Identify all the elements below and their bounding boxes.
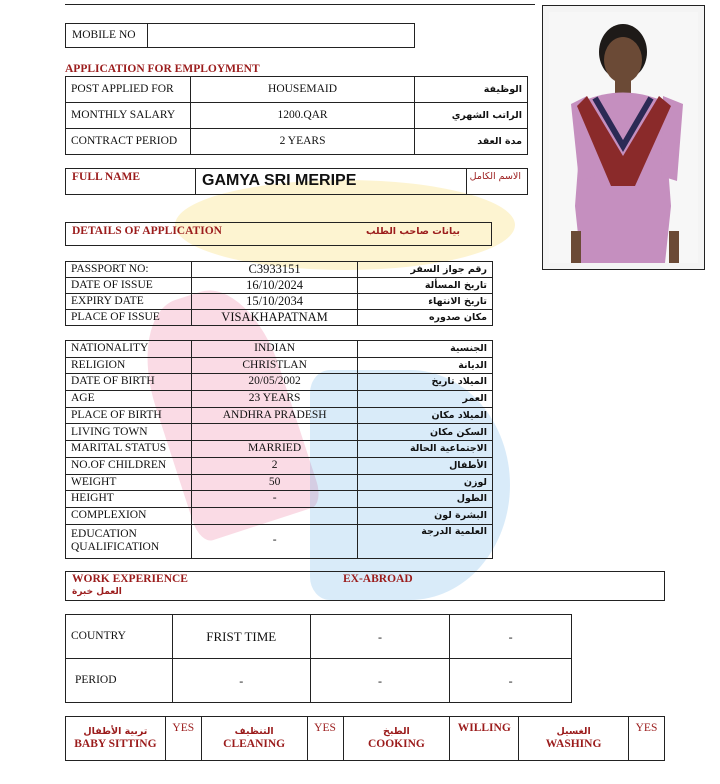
- full-name-divider-1: [195, 169, 196, 194]
- passport-ar-label: رقم جواز السفر: [358, 262, 493, 278]
- skill-cooking: [343, 717, 450, 761]
- full-name-divider-2: [466, 169, 467, 194]
- full-name-ar: الاسم الكامل: [469, 171, 521, 182]
- passport-ar-label: مكان صدوره: [358, 310, 493, 326]
- period-cell: -: [172, 659, 310, 703]
- country-cell: -: [310, 615, 450, 659]
- mobile-box: [65, 23, 415, 48]
- personal-value: 50: [191, 474, 358, 491]
- work-experience-box: [65, 571, 665, 601]
- passport-table: [65, 261, 493, 326]
- country-label: COUNTRY: [66, 615, 173, 659]
- personal-row: [66, 441, 493, 458]
- personal-row: [66, 374, 493, 391]
- personal-ar-label: الديانة: [358, 357, 493, 374]
- top-rule: [65, 4, 535, 5]
- employment-ar-label: الوظيفة: [415, 77, 528, 103]
- personal-ar-label: لوزن: [358, 474, 493, 491]
- employment-row: [66, 77, 528, 103]
- personal-row: [66, 424, 493, 441]
- employment-value: 1200.QAR: [190, 103, 414, 129]
- experience-table: [65, 614, 572, 703]
- personal-table: [65, 340, 493, 559]
- personal-label: NATIONALITY: [66, 341, 192, 358]
- personal-row: [66, 407, 493, 424]
- education-label-line2: QUALIFICATION: [71, 541, 160, 554]
- personal-row: [66, 341, 493, 358]
- details-ar: بيانات صاحب الطلب: [366, 226, 460, 237]
- personal-label: COMPLEXION: [66, 507, 192, 524]
- personal-ar-label: الأطفال: [358, 457, 493, 474]
- skill-baby-sitting: [66, 717, 166, 761]
- work-experience-ar: العمل خبرة: [72, 587, 122, 597]
- country-cell: FRIST TIME: [172, 615, 310, 659]
- skill-ar-label: الطبخ: [382, 726, 410, 737]
- skill-ar-label: الغسيل: [556, 726, 591, 737]
- personal-value: CHRISTLAN: [191, 357, 358, 374]
- employment-ar-label: الراتب الشهري: [415, 103, 528, 129]
- personal-row: [66, 357, 493, 374]
- passport-row: [66, 294, 493, 310]
- personal-value: [191, 507, 358, 524]
- education-label: [66, 524, 192, 558]
- personal-label: WEIGHT: [66, 474, 192, 491]
- passport-row: [66, 262, 493, 278]
- employment-label: CONTRACT PERIOD: [66, 129, 191, 155]
- skill-value: YES: [307, 717, 343, 761]
- skill-value: YES: [628, 717, 664, 761]
- ex-abroad-label: EX-ABROAD: [343, 573, 413, 585]
- skill-en-label: BABY SITTING: [74, 737, 157, 750]
- passport-ar-label: تاريخ الانتهاء: [358, 294, 493, 310]
- personal-value: -: [191, 491, 358, 508]
- skill-washing: [519, 717, 629, 761]
- skill-ar-label: التنظيف: [234, 726, 274, 737]
- personal-label: PLACE OF BIRTH: [66, 407, 192, 424]
- employment-ar-label: مدة العقد: [415, 129, 528, 155]
- passport-value: VISAKHAPATNAM: [191, 310, 358, 326]
- personal-row: [66, 491, 493, 508]
- full-name-value: GAMYA SRI MERIPE: [202, 172, 357, 189]
- personal-value: 2: [191, 457, 358, 474]
- country-cell: -: [450, 615, 572, 659]
- personal-ar-label: السكن مكان: [358, 424, 493, 441]
- skill-value: YES: [165, 717, 201, 761]
- personal-ar-label: الاجتماعية الحالة: [358, 441, 493, 458]
- employment-row: [66, 129, 528, 155]
- skill-en-label: WASHING: [545, 737, 602, 750]
- work-experience-label: WORK EXPERIENCE: [72, 573, 188, 585]
- passport-label: PLACE OF ISSUE: [66, 310, 192, 326]
- skill-en-label: COOKING: [367, 737, 425, 750]
- personal-label: RELIGION: [66, 357, 192, 374]
- passport-ar-label: تاريخ المسألة: [358, 278, 493, 294]
- employment-value: HOUSEMAID: [190, 77, 414, 103]
- personal-row: [66, 391, 493, 408]
- personal-ar-label: الجنسية: [358, 341, 493, 358]
- personal-value: MARRIED: [191, 441, 358, 458]
- passport-value: 15/10/2034: [191, 294, 358, 310]
- employment-value: 2 YEARS: [190, 129, 414, 155]
- period-cell: -: [450, 659, 572, 703]
- details-box: [65, 222, 492, 246]
- employment-row: [66, 103, 528, 129]
- passport-label: DATE OF ISSUE: [66, 278, 192, 294]
- education-value: -: [191, 524, 358, 558]
- personal-value: INDIAN: [191, 341, 358, 358]
- period-label: PERIOD: [66, 659, 173, 703]
- passport-label: PASSPORT NO:: [66, 262, 192, 278]
- personal-label: MARITAL STATUS: [66, 441, 192, 458]
- details-label: DETAILS OF APPLICATION: [72, 225, 222, 237]
- personal-label: AGE: [66, 391, 192, 408]
- employment-table: [65, 76, 528, 155]
- skill-en-label: CLEANING: [223, 737, 286, 750]
- period-cell: -: [310, 659, 450, 703]
- skills-table: [65, 716, 665, 761]
- personal-value: 23 YEARS: [191, 391, 358, 408]
- personal-label: LIVING TOWN: [66, 424, 192, 441]
- personal-ar-label: العمر: [358, 391, 493, 408]
- personal-label: NO.OF CHILDREN: [66, 457, 192, 474]
- education-label-line1: EDUCATION: [71, 528, 137, 541]
- personal-row: [66, 507, 493, 524]
- passport-value: C3933151: [191, 262, 358, 278]
- employment-label: POST APPLIED FOR: [66, 77, 191, 103]
- mobile-label: MOBILE NO: [66, 24, 148, 47]
- passport-label: EXPIRY DATE: [66, 294, 192, 310]
- applicant-photo: [542, 5, 705, 270]
- personal-value: 20/05/2002: [191, 374, 358, 391]
- personal-ar-label: الطول: [358, 491, 493, 508]
- personal-value: [191, 424, 358, 441]
- education-ar: العلمية الدرجة: [358, 524, 493, 558]
- personal-label: DATE OF BIRTH: [66, 374, 192, 391]
- personal-ar-label: الميلاد مكان: [358, 407, 493, 424]
- skill-cleaning: [201, 717, 307, 761]
- personal-row: [66, 474, 493, 491]
- personal-row: [66, 457, 493, 474]
- application-heading: APPLICATION FOR EMPLOYMENT: [65, 63, 260, 75]
- personal-value: ANDHRA PRADESH: [191, 407, 358, 424]
- passport-row: [66, 310, 493, 326]
- personal-ar-label: البشرة لون: [358, 507, 493, 524]
- full-name-label: FULL NAME: [72, 171, 141, 183]
- passport-row: [66, 278, 493, 294]
- applicant-portrait: [543, 6, 704, 269]
- skill-value: WILLING: [450, 717, 519, 761]
- passport-value: 16/10/2024: [191, 278, 358, 294]
- personal-ar-label: الميلاد تاريخ: [358, 374, 493, 391]
- employment-label: MONTHLY SALARY: [66, 103, 191, 129]
- skill-ar-label: تربية الأطفال: [83, 726, 148, 737]
- full-name-box: [65, 168, 528, 195]
- personal-label: HEIGHT: [66, 491, 192, 508]
